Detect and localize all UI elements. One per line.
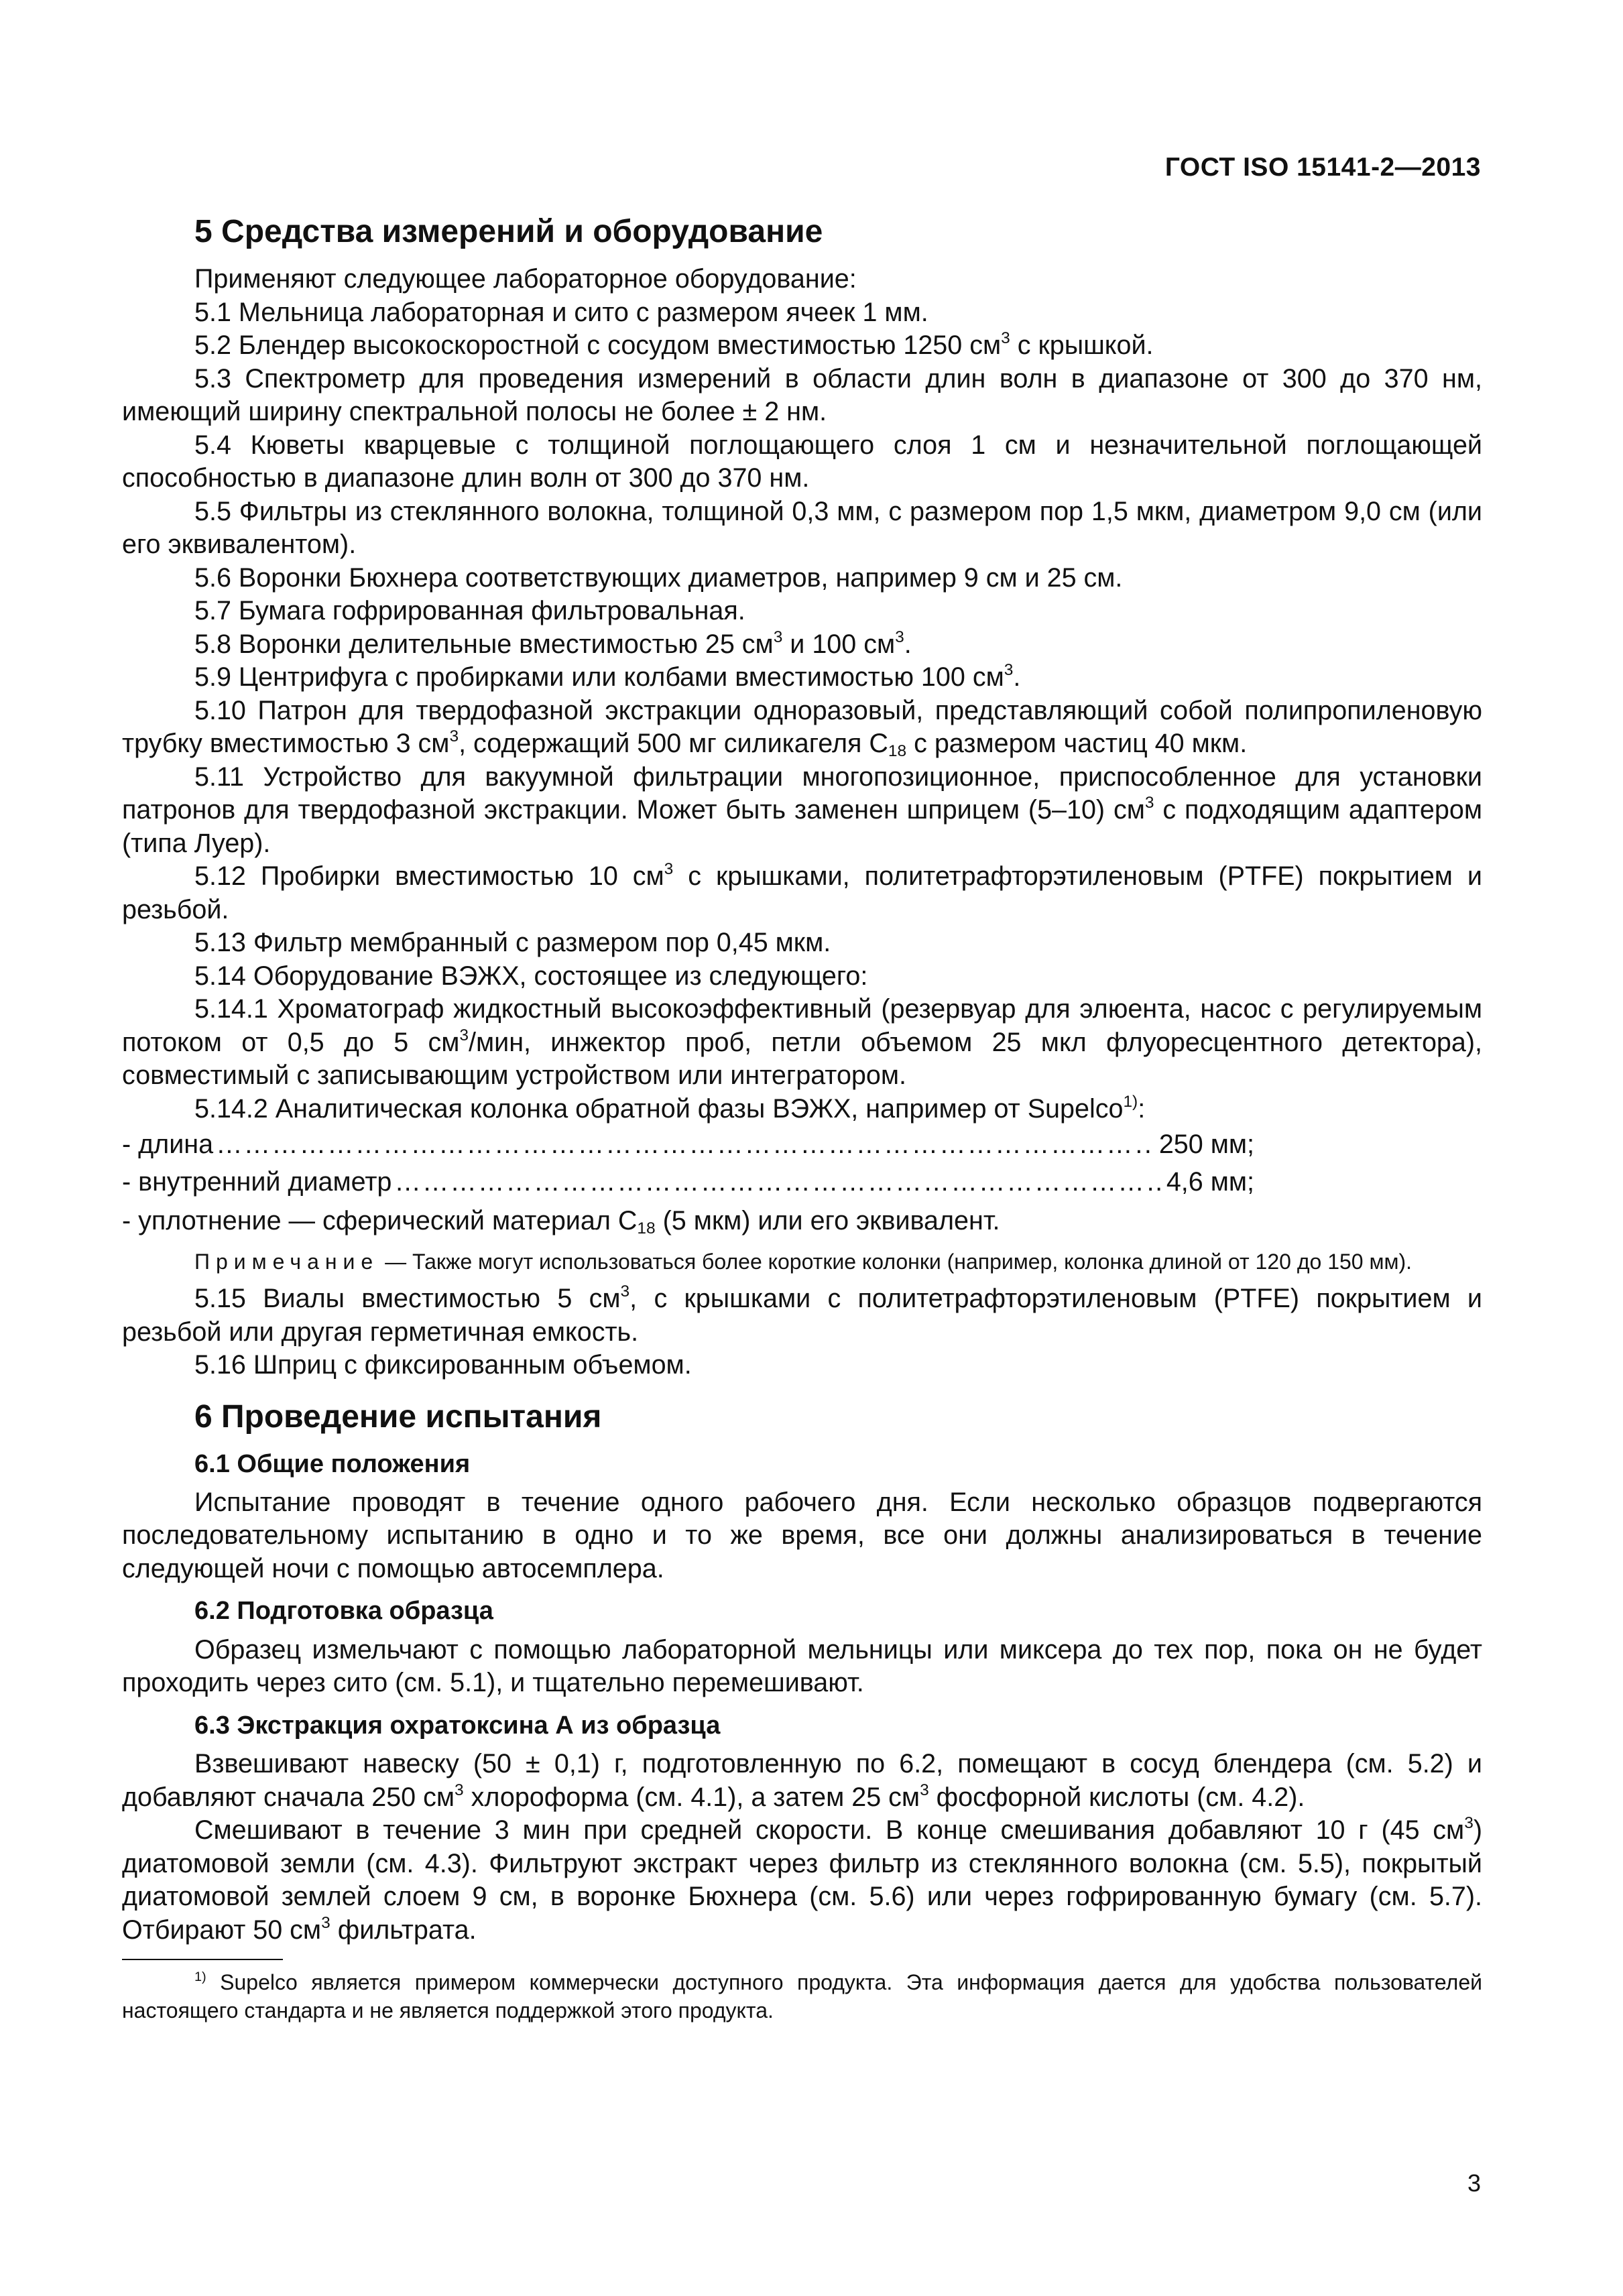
item-5-10: 5.10 Патрон для твердофазной экстракции одноразовый, представляющий собой полипропиленовую трубку вместимостью 3 $см^3$, содержащий 500 мг силикагеля $С_{18}$ с размером частиц 40 мкм.	[122, 695, 1482, 761]
note-label: Примечание	[194, 1250, 379, 1274]
subsection-6-1-text: Испытание проводят в течение одного рабочего дня. Если несколько образцов подвергаются последовательному испытанию в одно и то же время, все они должны анализироваться в течение следующей ночи с помощью автосемплера.	[122, 1487, 1482, 1583]
item-5-11: 5.11 Устройство для вакуумной фильтрации многопозиционное, приспособленное для установки патронов для твердофазной экстракции. Может быть заменен шприцем (5–10) $см^3$ с подходящим адаптером (типа Луер).	[122, 762, 1482, 858]
leader-dots	[216, 1126, 1142, 1163]
item-5-4: 5.4 Кюветы кварцевые с толщиной поглощающего слоя 1 см и незначительной поглощающей способностью в диапазоне длин волн от 300 до 370 нм.	[122, 430, 1482, 493]
item-5-13: 5.13 Фильтр мембранный с размером пор 0,45 мкм.	[194, 928, 831, 957]
subsection-6-1-heading: 6.1 Общие положения	[194, 1449, 471, 1478]
footnote-separator	[122, 1959, 283, 1960]
document-code-header: ГОСТ ISO 15141-2—2013	[1164, 153, 1481, 182]
subsection-6-3-heading: 6.3 Экстракция охратоксина А из образца	[194, 1711, 721, 1740]
item-5-14-2: 5.14.2 Аналитическая колонка обратной фазы ВЭЖХ, например от Supelco$^{1)}$:	[194, 1092, 1146, 1124]
item-5-2: 5.2 Блендер высокоскоростной с сосудом вместимостью 1250 $см^3$ с крышкой.	[194, 329, 1154, 360]
page-number: 3	[1467, 2169, 1481, 2197]
item-5-5: 5.5 Фильтры из стеклянного волокна, толщиной 0,3 мм, с размером пор 1,5 мкм, диаметром 9,0 см (или его эквивалентом).	[122, 496, 1482, 559]
item-5-16: 5.16 Шприц с фиксированным объемом.	[194, 1350, 692, 1380]
item-5-8: 5.8 Воронки делительные вместимостью 25 $см^3$ и 100 $см^3$.	[194, 627, 912, 659]
item-5-15: 5.15 Виалы вместимостью 5 $см^3$, с крышками с политетрафторэтиленовым (PTFE) покрытием и резьбой или другая герметичная емкость.	[122, 1282, 1482, 1347]
column-length-line: - длина ………………………………………………………………………………………………………………………………………………………………………………………… . 250 мм;	[122, 1126, 1482, 1163]
footnote-reference[interactable]: 1)	[1123, 1092, 1138, 1111]
subsection-6-3-paragraph-2: Смешивают в течение 3 мин при средней скорости. В конце смешивания добавляют 10 г (45 $см^3$) диатомовой земли (см. 4.3). Фильтруют экстракт через фильтр из стеклянного волокна (см. 5.5), покрытый диатомовой землей слоем 9 см, в воронке Бюхнера (см. 5.6) или через гофрированную бумагу (см. 5.7). Отбирают 50 $см^3$ фильтрата.	[122, 1814, 1482, 1945]
column-packing-line: - уплотнение — сферический материал $С_{18}$ (5 мкм) или его эквивалент.	[122, 1206, 1000, 1238]
section-6-heading: 6 Проведение испытания	[194, 1398, 602, 1435]
item-5-1: 5.1 Мельница лабораторная и сито с размером ячеек 1 мм.	[194, 297, 928, 327]
footnote-mark: 1)	[194, 1970, 206, 1985]
section-5-heading: 5 Средства измерений и оборудование	[194, 214, 823, 249]
page-content	[122, 212, 1482, 2025]
item-5-12: 5.12 Пробирки вместимостью 10 $см^3$ с крышками, политетрафторэтиленовым (PTFE) покрытием и резьбой.	[122, 860, 1482, 924]
note-paragraph: Примечание — Также могут использоваться более короткие колонки (например, колонка длиной от 120 до 150 мм).	[194, 1250, 1412, 1274]
item-5-3: 5.3 Спектрометр для проведения измерений в области длин волн в диапазоне от 300 до 370 нм, имеющий ширину спектральной полосы не более ± 2 нм.	[122, 363, 1482, 426]
item-5-9: 5.9 Центрифуга с пробирками или колбами вместимостью 100 $см^3$.	[194, 661, 1021, 692]
subsection-6-2-heading: 6.2 Подготовка образца	[194, 1597, 493, 1626]
section-5-intro: Применяют следующее лабораторное оборудование:	[194, 264, 857, 294]
column-diameter-line: - внутренний диаметр ………………………………………………………………………………………………………………………………………………………………………………………… 4,6 мм;	[122, 1163, 1482, 1201]
leader-dots	[394, 1163, 1163, 1201]
item-5-6: 5.6 Воронки Бюхнера соответствующих диаметров, например 9 см и 25 см.	[194, 562, 1123, 593]
item-5-14-1: 5.14.1 Хроматограф жидкостный высокоэффективный (резервуар для элюента, насос с регулируемым потоком от 0,5 до 5 $см^3$/мин, инжектор проб, петли объемом 25 мкл флуоресцентного детектора), совместимый с записывающим устройством или интегратором.	[122, 994, 1482, 1090]
subsection-6-3-paragraph-1: Взвешивают навеску (50 ± 0,1) г, подготовленную по 6.2, помещают в сосуд блендера (см. 5.2) и добавляют сначала 250 $см^3$ хлороформа (см. 4.1), а затем 25 $см^3$ фосфорной кислоты (см. 4.2).	[122, 1749, 1482, 1812]
subsection-6-2-text: Образец измельчают с помощью лабораторной мельницы или миксера до тех пор, пока он не будет проходить через сито (см. 5.1), и тщательно перемешивают.	[122, 1634, 1482, 1698]
footnote: $^{1)}$ Supelco является примером коммерчески доступного продукта. Эта информация дается для удобства пользователей настоящего стандарта и не является поддержкой этого продукта.	[122, 1970, 1482, 2023]
item-5-14: 5.14 Оборудование ВЭЖХ, состоящее из следующего:	[194, 961, 868, 991]
item-5-7: 5.7 Бумага гофрированная фильтровальная.	[194, 596, 745, 625]
